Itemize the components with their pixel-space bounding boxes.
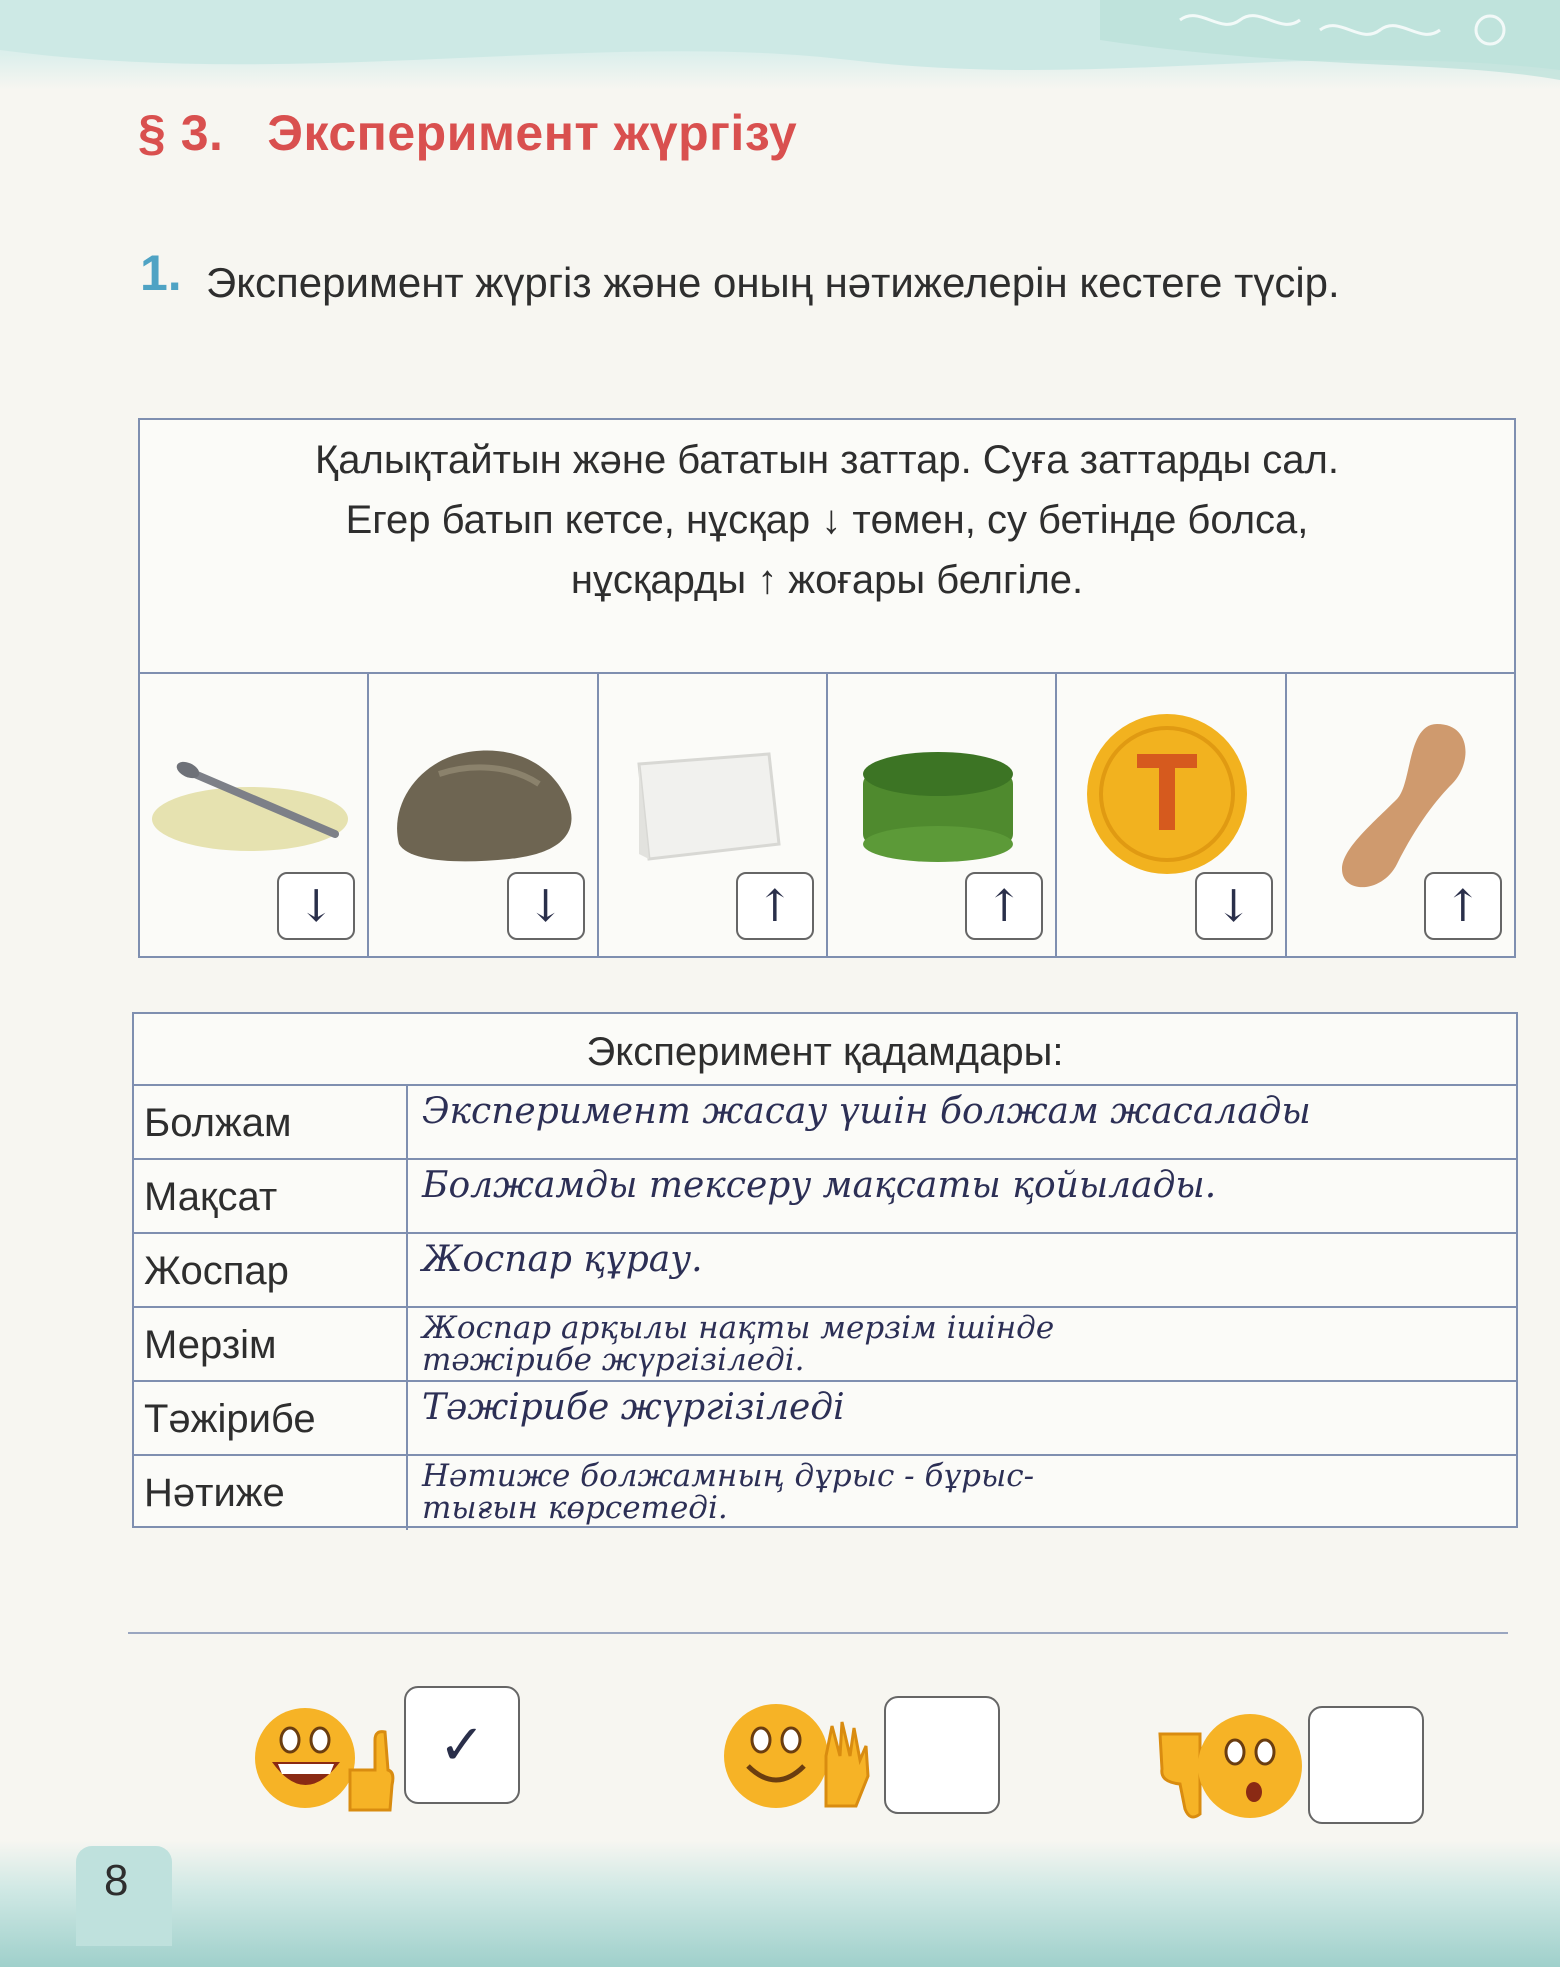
step-row-experiment xyxy=(134,1382,1516,1456)
step-row-timeframe xyxy=(134,1308,1516,1382)
mark-box-5[interactable]: ↓ xyxy=(1195,872,1273,940)
step-row-plan xyxy=(134,1234,1516,1308)
item-cell-nail xyxy=(140,674,369,958)
answer-line: Тәжірибе жүргізіледі xyxy=(422,1387,845,1428)
item-cell-stone xyxy=(369,674,598,958)
stone-icon xyxy=(379,694,579,894)
item-cell-wooden-stick xyxy=(1287,674,1514,958)
answer-line: Жоспар құрау. xyxy=(422,1239,703,1280)
top-ornament xyxy=(0,0,1560,110)
instruction-line-1: Қалықтайтын және бататын заттар. Суға заттарды сал. xyxy=(314,438,1340,482)
bottom-decorative-band xyxy=(0,1840,1560,1967)
mark-box-4[interactable]: ↑ xyxy=(965,872,1043,940)
section-heading xyxy=(138,104,797,162)
experiment-steps-table xyxy=(132,1012,1518,1528)
step-answer[interactable] xyxy=(408,1308,1516,1380)
bottle-cap-icon xyxy=(838,694,1038,894)
mark-box-3[interactable]: ↑ xyxy=(736,872,814,940)
step-label: Мерзім xyxy=(134,1308,408,1380)
step-row-goal xyxy=(134,1160,1516,1234)
assessment-box-good[interactable]: ✓ xyxy=(404,1686,520,1804)
step-row-result xyxy=(134,1456,1516,1530)
foam-icon xyxy=(609,694,809,894)
answer-line: Эксперимент жасау үшін болжам жасалады xyxy=(422,1091,1311,1132)
answer-line: Нәтиже болжамның дұрыс - бұрыс- xyxy=(422,1458,1035,1494)
experiment-table xyxy=(138,418,1516,958)
section-number: § 3. xyxy=(138,105,224,161)
divider-line xyxy=(128,1632,1508,1634)
answer-line: Болжамды тексеру мақсаты қойылады. xyxy=(422,1165,1217,1206)
steps-title: Эксперимент қадамдары: xyxy=(134,1014,1516,1086)
answer-line-2: тығын көрсетеді. xyxy=(422,1490,728,1526)
step-answer[interactable] xyxy=(408,1234,1516,1306)
mark-box-1[interactable]: ↓ xyxy=(277,872,355,940)
assessment-box-medium[interactable] xyxy=(884,1696,1000,1814)
page-number: 8 xyxy=(104,1856,129,1905)
step-answer[interactable] xyxy=(408,1382,1516,1454)
item-cell-foam xyxy=(599,674,828,958)
smiley-thumbs-down-icon xyxy=(1150,1704,1310,1828)
coin-icon xyxy=(1067,694,1267,894)
step-label: Болжам xyxy=(134,1086,408,1158)
instruction-line-2: Егер батып кетсе, нұсқар ↓ төмен, су бетінде болса, xyxy=(345,498,1309,542)
answer-line: Жоспар арқылы нақты мерзім ішінде xyxy=(422,1310,1055,1346)
assessment-box-bad[interactable] xyxy=(1308,1706,1424,1824)
experiment-instruction xyxy=(140,430,1514,610)
step-label: Жоспар xyxy=(134,1234,408,1306)
nail-icon xyxy=(150,694,350,894)
step-answer[interactable] xyxy=(408,1160,1516,1232)
section-title: Эксперимент жүргізу xyxy=(267,105,798,161)
experiment-items-row xyxy=(140,672,1514,958)
step-label: Тәжірибе xyxy=(134,1382,408,1454)
task-text: Эксперимент жүргіз және оның нәтижелерін кестеге түсір. xyxy=(206,259,1340,306)
smiley-thumbs-up-icon xyxy=(250,1700,400,1820)
step-label: Нәтиже xyxy=(134,1456,408,1530)
mark-box-2[interactable]: ↓ xyxy=(507,872,585,940)
task-number: 1. xyxy=(140,245,182,301)
mark-box-6[interactable]: ↑ xyxy=(1424,872,1502,940)
item-cell-coin xyxy=(1057,674,1286,958)
step-answer[interactable] xyxy=(408,1086,1516,1158)
step-label: Мақсат xyxy=(134,1160,408,1232)
step-answer[interactable] xyxy=(408,1456,1516,1530)
instruction-line-3: нұсқарды ↑ жоғары белгіле. xyxy=(570,558,1084,602)
smiley-waving-icon xyxy=(716,1696,876,1816)
item-cell-bottle-cap xyxy=(828,674,1057,958)
step-row-hypothesis xyxy=(134,1086,1516,1160)
answer-line-2: тәжірибе жүргізіледі. xyxy=(422,1342,805,1378)
